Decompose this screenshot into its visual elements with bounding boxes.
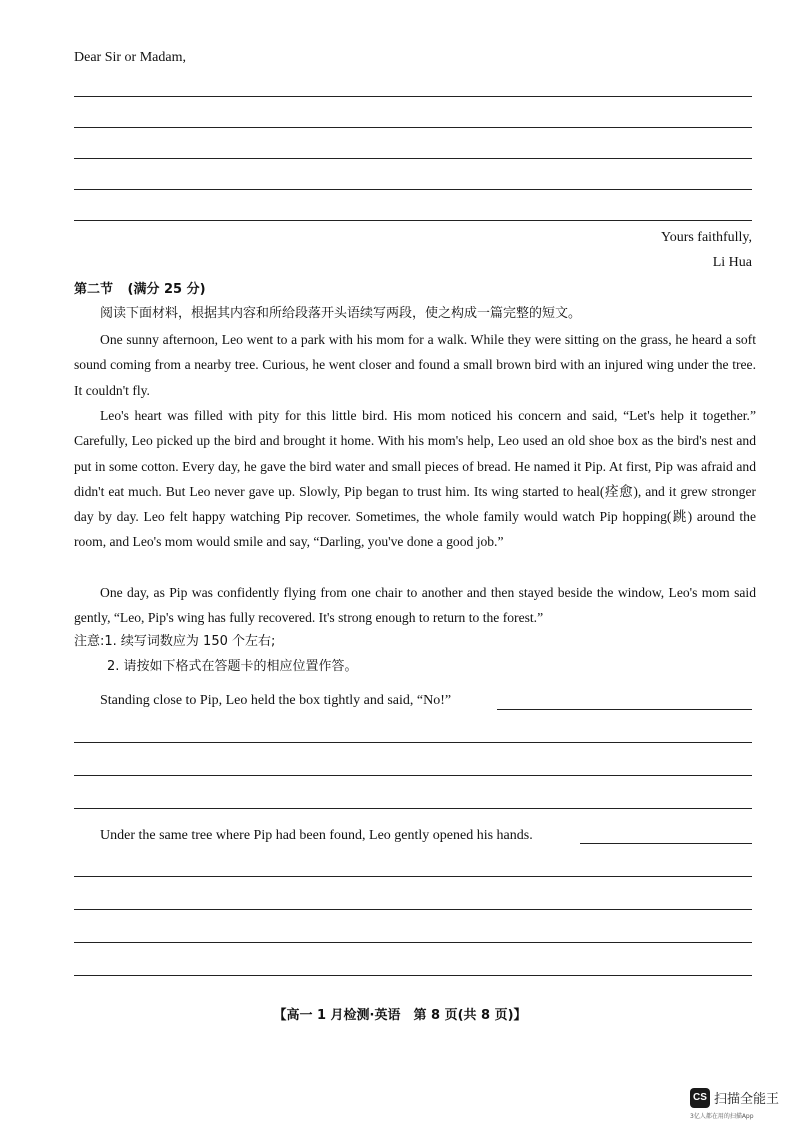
answer-line (580, 843, 752, 844)
answer-line (74, 742, 752, 743)
passage-paragraph-1: One sunny afternoon, Leo went to a park with his mom for a walk. While they were sitting on the grass, he heard a soft sound coming from a nearby tree. Curious, he went closer and found a small brown bird with an injured wing under the tree. It couldn't fly. (74, 332, 756, 398)
answer-line (74, 158, 752, 159)
section-title: 第二节 (74, 282, 114, 297)
watermark-app-name: 扫描全能王 (714, 1092, 780, 1107)
answer-line (74, 975, 752, 976)
section-score: (满分 25 分) (127, 282, 206, 297)
continuation-prompt-1: Standing close to Pip, Leo held the box tightly and said, “No!” (100, 693, 452, 708)
camscanner-logo-icon: CS (690, 1088, 710, 1108)
note-1: 注意:1. 续写词数应为 150 个左右; (74, 634, 276, 649)
answer-line (74, 220, 752, 221)
section-heading (74, 280, 206, 300)
letter-signature: Li Hua (712, 255, 752, 270)
continuation-prompt-2: Under the same tree where Pip had been found, Leo gently opened his hands. (100, 828, 533, 843)
passage-paragraph-3: One day, as Pip was confidently flying from one chair to another and then stayed beside the window, Leo's mom said gently, “Leo, Pip's wing has fully recovered. It's strong enough to return to the forest.” (74, 585, 756, 626)
passage-paragraph-2: Leo's heart was filled with pity for this little bird. His mom noticed his concern and said, “Let's help it together.” Carefully, Leo picked up the bird and brought it home. With his mom's help, Leo used an old shoe box as the bird's nest and put in some cotton. Every day, he gave the bird water and small pieces of bread. He named it Pip. At first, Pip was afraid and didn't eat much. But Leo never gave up. Slowly, Pip began to trust him. Its wing started to heal(痊愈), and it grew stronger day by day. Leo felt happy watching Pip recover. Sometimes, the whole family would watch Pip hopping(跳) around the room, and Leo's mom would smile and say, “Darling, you've done a good job.” (74, 408, 756, 550)
watermark-tagline: 3亿人都在用的扫描App (690, 1113, 754, 1120)
answer-line (74, 942, 752, 943)
answer-line (74, 127, 752, 128)
letter-salutation: Dear Sir or Madam, (74, 50, 186, 65)
answer-line (74, 808, 752, 809)
answer-line (74, 909, 752, 910)
answer-line (74, 96, 752, 97)
letter-closing: Yours faithfully, (660, 230, 752, 245)
answer-line (74, 775, 752, 776)
page-footer: 【高一 1 月检测·英语 第 8 页(共 8 页)】 (273, 1008, 527, 1023)
answer-line (497, 709, 752, 710)
note-2: 2. 请按如下格式在答题卡的相应位置作答。 (107, 659, 358, 674)
section-instruction: 阅读下面材料，根据其内容和所给段落开头语续写两段，使之构成一篇完整的短文。 (100, 306, 582, 321)
answer-line (74, 189, 752, 190)
answer-line (74, 876, 752, 877)
